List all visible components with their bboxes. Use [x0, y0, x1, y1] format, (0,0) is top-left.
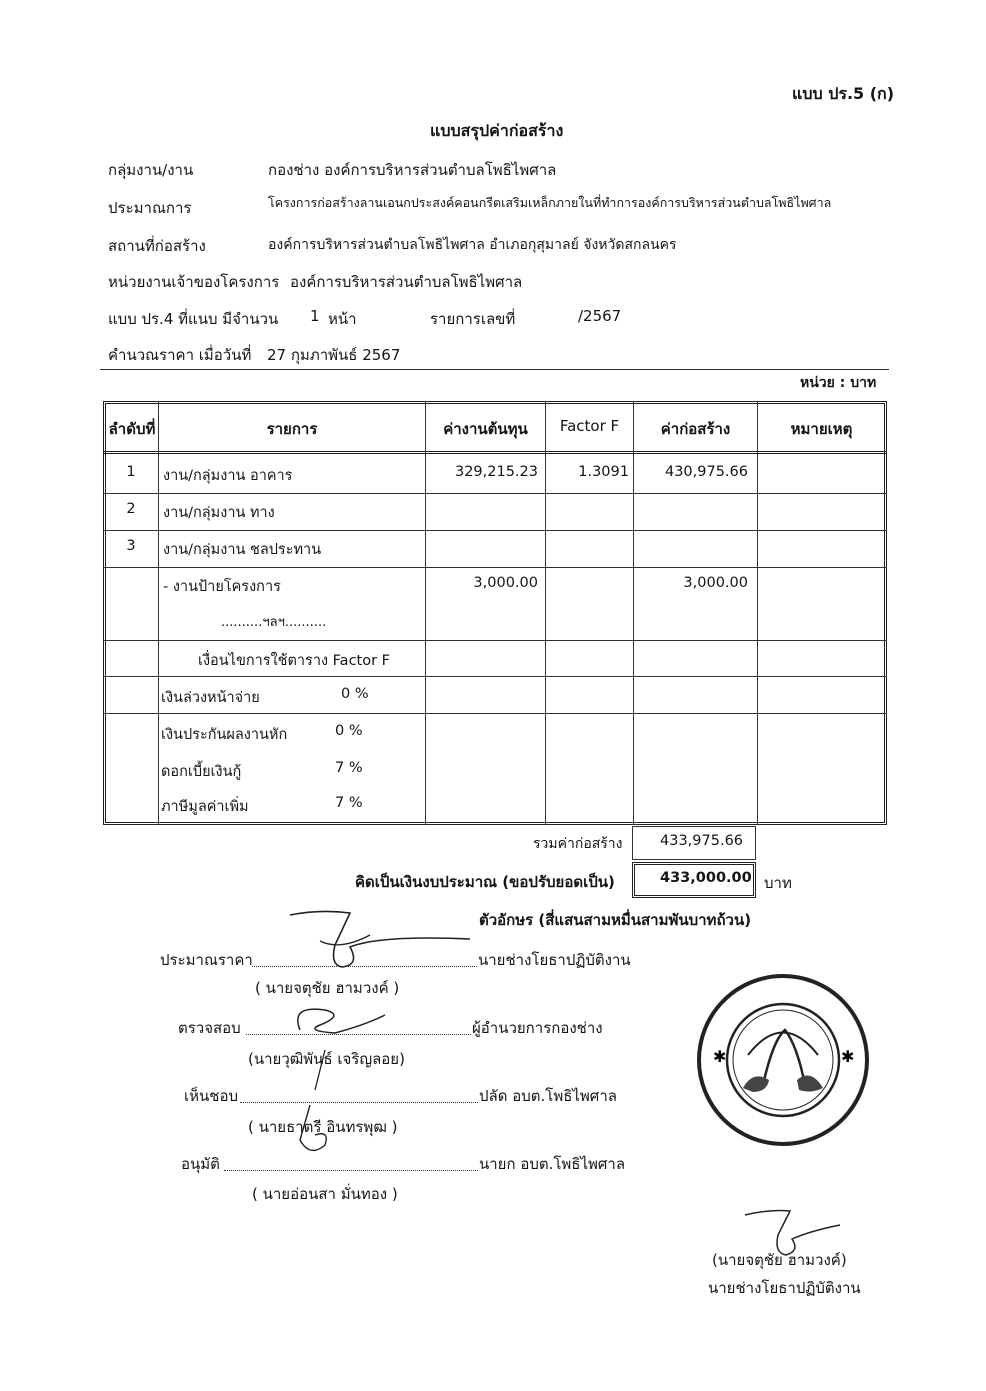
svg-text:✱: ✱ [841, 1047, 855, 1066]
pr4-label: แบบ ปร.4 ที่แนบ มีจำนวน [108, 310, 279, 328]
site-value: องค์การบริหารส่วนตำบลโพธิไพศาล อำเภอกุสุมาลย์ จังหวัดสกลนคร [268, 237, 677, 253]
svg-text:✱: ✱ [713, 1047, 727, 1066]
owner-label: หน่วยงานเจ้าของโครงการ [108, 273, 280, 291]
row-construction: 3,000.00 [683, 575, 748, 591]
row-divider [103, 530, 887, 531]
row-item: งาน/กลุ่มงาน อาคาร [163, 468, 293, 484]
row-divider [103, 676, 887, 677]
row-etc: ..........ฯลฯ.......... [221, 615, 327, 630]
certifier-name: (นายจตุชัย ฮามวงค์) [712, 1251, 847, 1269]
row-no: 1 [126, 464, 136, 480]
row-item: งาน/กลุ่มงาน ทาง [163, 505, 275, 521]
row-divider [103, 493, 887, 494]
amount-in-words: ตัวอักษร (สี่แสนสามหมื่นสามพันบาทถ้วน) [479, 911, 752, 929]
sign-action: อนุมัติ [181, 1155, 220, 1173]
signature-line [224, 1170, 478, 1171]
col-header-factor: Factor F [559, 417, 620, 435]
condition-value: 7 % [335, 795, 363, 811]
sign-action: ประมาณราคา [160, 951, 253, 969]
row-no: 3 [126, 538, 136, 554]
sign-name: ( นายจตุชัย ฮามวงค์ ) [255, 979, 400, 997]
condition-label: ภาษีมูลค่าเพิ่ม [161, 799, 249, 815]
signature-scribble [280, 905, 480, 985]
estimate-label: ประมาณการ [108, 199, 192, 217]
row-divider [103, 640, 887, 641]
sign-position: นายก อบต.โพธิไพศาล [479, 1155, 626, 1173]
sum-value: 433,975.66 [660, 833, 744, 849]
col-header-construction: ค่าก่อสร้าง [660, 420, 731, 438]
official-seal-icon [693, 970, 873, 1150]
row-divider [103, 713, 887, 714]
sign-position: ปลัด อบต.โพธิไพศาล [479, 1087, 617, 1105]
sign-action: ตรวจสอบ [178, 1019, 241, 1037]
col-header-no: ลำดับที่ [108, 420, 156, 438]
col-header-note: หมายเหตุ [790, 420, 853, 438]
header-row-divider [103, 451, 887, 454]
condition-value: 0 % [341, 686, 369, 702]
site-label: สถานที่ก่อสร้าง [108, 237, 206, 255]
unit-note: หน่วย : บาท [800, 375, 877, 391]
certifier-position: นายช่างโยธาปฏิบัติงาน [708, 1279, 861, 1297]
row-construction: 430,975.66 [664, 464, 748, 480]
budget-label: คิดเป็นเงินงบประมาณ (ขอปรับยอดเป็น) [355, 873, 615, 891]
sign-action: เห็นชอบ [184, 1087, 238, 1105]
col-header-cost: ค่างานต้นทุน [443, 420, 528, 438]
pr4-unit: หน้า [328, 310, 357, 328]
signature-scribble [290, 1100, 360, 1160]
condition-label: เงินล่วงหน้าจ่าย [161, 690, 260, 706]
signature-scribble [285, 995, 405, 1095]
condition-label: ดอกเบี้ยเงินกู้ [161, 764, 242, 780]
sign-name: (นายวุฒิพันธ์ เจริญลอย) [248, 1050, 405, 1068]
calc-date-value: 27 กุมภาพันธ์ 2567 [267, 346, 401, 364]
budget-value: 433,000.00 [660, 870, 752, 886]
item-no-value: /2567 [578, 307, 622, 325]
header-divider [100, 369, 889, 370]
budget-unit: บาท [764, 874, 792, 892]
condition-value: 0 % [335, 723, 363, 739]
estimate-value: โครงการก่อสร้างลานเอนกประสงค์คอนกรีตเสริมเหล็กภายในที่ทำการองค์การบริหารส่วนตำบลโพธิไพศาล [268, 195, 832, 210]
summary-table [103, 401, 887, 825]
row-item: งาน/กลุ่มงาน ชลประทาน [163, 542, 322, 558]
pr4-count: 1 [310, 307, 320, 325]
conditions-title: เงื่อนไขการใช้ตาราง Factor F [198, 653, 391, 669]
row-item: - งานป้ายโครงการ [163, 579, 281, 595]
group-value: กองช่าง องค์การบริหารส่วนตำบลโพธิไพศาล [268, 161, 557, 179]
row-divider [103, 567, 887, 568]
calc-date-label: คำนวณราคา เมื่อวันที่ [108, 346, 252, 364]
condition-label: เงินประกันผลงานหัก [161, 727, 288, 743]
col-header-item: รายการ [266, 420, 318, 438]
page-title: แบบสรุปค่าก่อสร้าง [430, 121, 564, 140]
row-factor: 1.3091 [578, 464, 629, 480]
col-divider [757, 401, 758, 825]
sign-name: ( นายอ่อนสา มั่นทอง ) [252, 1185, 398, 1203]
col-divider [158, 401, 159, 825]
form-code: แบบ ปร.5 (ก) [792, 84, 895, 103]
sign-position: ผู้อำนวยการกองช่าง [472, 1019, 603, 1037]
item-no-label: รายการเลขที่ [430, 310, 516, 328]
owner-value: องค์การบริหารส่วนตำบลโพธิไพศาล [290, 273, 523, 291]
sum-label: รวมค่าก่อสร้าง [533, 836, 623, 852]
sign-name: ( นายธาตรี อินทรพุฒ ) [248, 1118, 398, 1136]
row-cost: 3,000.00 [473, 575, 538, 591]
row-cost: 329,215.23 [454, 464, 538, 480]
condition-value: 7 % [335, 760, 363, 776]
sign-position: นายช่างโยธาปฏิบัติงาน [478, 951, 631, 969]
row-no: 2 [126, 501, 136, 517]
group-label: กลุ่มงาน/งาน [108, 161, 194, 179]
